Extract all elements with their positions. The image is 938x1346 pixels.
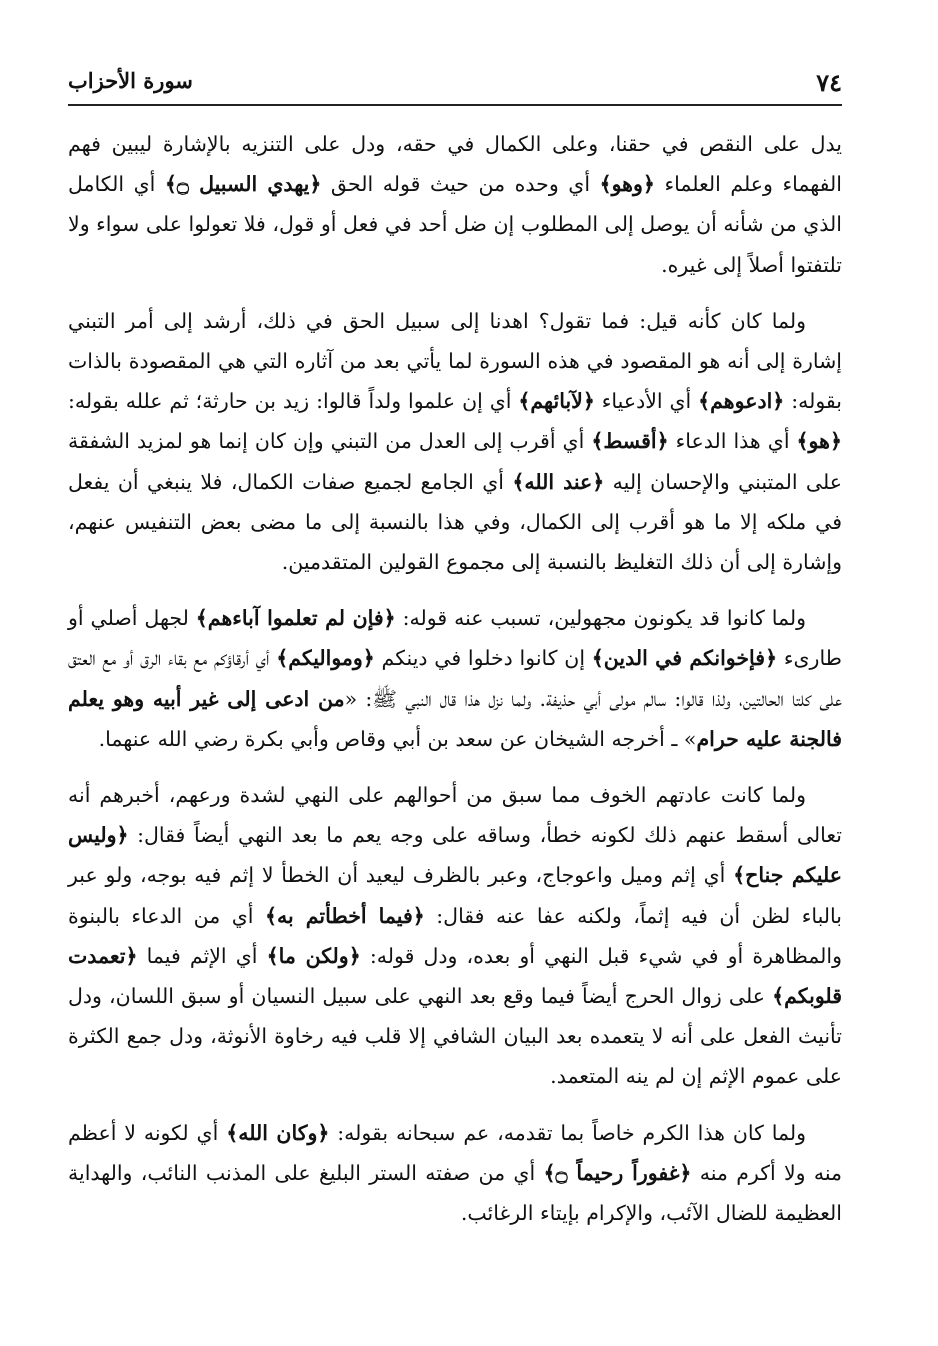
quran-quote: ﴿فإخوانكم في الدين﴾: [591, 646, 778, 671]
quran-quote: ﴿غفوراً رحيماً ۝﴾: [543, 1160, 692, 1185]
page-number: ٧٤: [816, 68, 842, 97]
quran-quote: ﴿أقسط﴾: [591, 429, 669, 454]
paragraph-text: أي أرقاؤكم مع بقاء الرق أو مع العتق على كلتا الحالتين، ولذا قالوا: سالم مولى أبي حذيفة. ولما نزل هذا قال النبي ﷺ: «: [68, 646, 843, 711]
paragraph-text: أي الكامل الذي من شأنه أن يوصل إلى المطلوب إن ضل أحد في فعل أو قول، فلا تعولوا على سواء ولا تلتفتوا أصلاً إلى غيره.: [68, 172, 842, 277]
quran-quote: ﴿ولكن ما﴾: [266, 943, 361, 968]
paragraph: [68, 598, 842, 759]
paragraph: [68, 775, 842, 1097]
paragraph-text: أي من الدعاء بالبنوة والمظاهرة أو في شيء قبل النهي أو بعده، ودل قوله:: [68, 903, 842, 968]
paragraph-text: يدل على النقص في حقنا، وعلى الكمال في حقه، ودل على التنزيه بالإشارة ليبين فهم الفهماء وعلم العلماء: [68, 132, 842, 197]
page-header: [68, 62, 842, 102]
paragraph-text: أي الجامع لجميع صفات الكمال، فلا ينبغي أن يفعل في ملكه إلا ما هو أقرب إلى الكمال، وفي هذا بالنسبة إلى ما مضى بعض التنفيس عنهم، وإشارة إلى أن ذلك التغليظ بالنسبة إلى مجموع القولين المتقدمين.: [68, 469, 842, 575]
paragraph-text: أي هذا الدعاء: [668, 429, 797, 454]
paragraph-text: أي من صفته الستر البليغ على المذنب النائب، والهداية العظيمة للضال الآئب، والإكرام بإيتاء الرغائب.: [68, 1160, 842, 1226]
paragraph-text: على زوال الحرج أيضاً فيما وقع بعد النهي على سبيل النسيان أو سبق اللسان، ودل تأنيث الفعل على أنه لا يتعمده بعد البيان الشافي إلا قلب فيه رخاوة الأنوثة، ودل جمع الكثرة على عموم الإثم إن لم ينه المتعمد.: [68, 984, 842, 1089]
paragraph-text: أي إن علموا ولداً قالوا: زيد بن حارثة؛ ثم علله بقوله:: [68, 389, 519, 414]
quran-quote: ﴿وليس عليكم جناح﴾: [68, 823, 843, 888]
header-rule: [68, 104, 842, 106]
paragraph-text: أي لكونه لا أعظم منه ولا أكرم منه: [68, 1120, 842, 1185]
paragraph-text: لجهل أصلي أو طارىء: [68, 606, 843, 671]
quran-quote: ﴿ادعوهم﴾: [698, 389, 785, 414]
running-title: سورة الأحزاب: [68, 68, 193, 93]
quran-quote: ﴿وكان الله﴾: [226, 1120, 330, 1145]
paragraph: [68, 1113, 842, 1234]
paragraph-text: ولما كان هذا الكرم خاصاً بما تقدمه، عم سبحانه بقوله:: [329, 1120, 806, 1145]
paragraph-text: أي الأدعياء: [594, 389, 699, 414]
quran-quote: ﴿عند الله﴾: [512, 469, 605, 494]
paragraph-text: أي الإثم فيما: [137, 943, 267, 968]
body-text: [68, 124, 842, 1249]
paragraph: [68, 124, 842, 285]
paragraph-text: ولما كانوا قد يكونون مجهولين، تسبب عنه قوله:: [395, 606, 807, 631]
paragraph-text: أي وحده من حيث قوله الحق: [321, 172, 600, 197]
paragraph: [68, 301, 842, 582]
quran-quote: ﴿فيما أخطأتم به﴾: [264, 903, 425, 928]
paragraph-text: أي إثم وميل واعوجاج، وعبر بالظرف ليعيد أن الخطأ لا إثم فيه بوجه، ولو عبر بالباء لظن أن فيه إثماً، ولكنه عفا عنه فقال:: [68, 863, 843, 928]
paragraph-text: أي أقرب إلى العدل من التبني وإن كان إنما هو لمزيد الشفقة على المتبني والإحسان إليه: [68, 429, 843, 494]
quran-quote: ﴿تعمدت قلوبكم﴾: [68, 943, 842, 1009]
quran-quote: ﴿هو﴾: [796, 429, 842, 454]
paragraph-text: ولما كانت عادتهم الخوف مما سبق من أحوالهم على النهي لشدة ورعهم، أخبرهم أنه تعالى أسقط عنهم ذلك لكونه خطأ، وساقه على وجه يعم ما بعد النهي أيضاً فقال:: [68, 783, 842, 848]
quran-quote: ﴿يهدي السبيل ۝﴾: [164, 172, 322, 197]
quran-quote: ﴿وهو﴾: [599, 172, 655, 197]
paragraph-text: » ـ أخرجه الشيخان عن سعد بن أبي وقاص وأبي بكرة رضي الله عنهما.: [98, 726, 697, 751]
paragraph-text: ولما كان كأنه قيل: فما تقول؟ اهدنا إلى سبيل الحق في ذلك، أرشد إلى أمر التبني إشارة إلى أنه هو المقصود في هذه السورة لما يأتي بعد من آثاره التي هي المقصودة بالذات بقوله:: [68, 308, 842, 414]
quran-quote: ﴿لآبائهم﴾: [518, 389, 595, 414]
quran-quote: ﴿فإن لم تعلموا آباءهم﴾: [195, 606, 396, 631]
quran-quote: من ادعى إلى غير أبيه وهو يعلم فالجنة عليه حرام: [68, 686, 842, 751]
quran-quote: ﴿ومواليكم﴾: [276, 646, 375, 671]
paragraph-text: إن كانوا دخلوا في دينكم: [374, 646, 592, 671]
